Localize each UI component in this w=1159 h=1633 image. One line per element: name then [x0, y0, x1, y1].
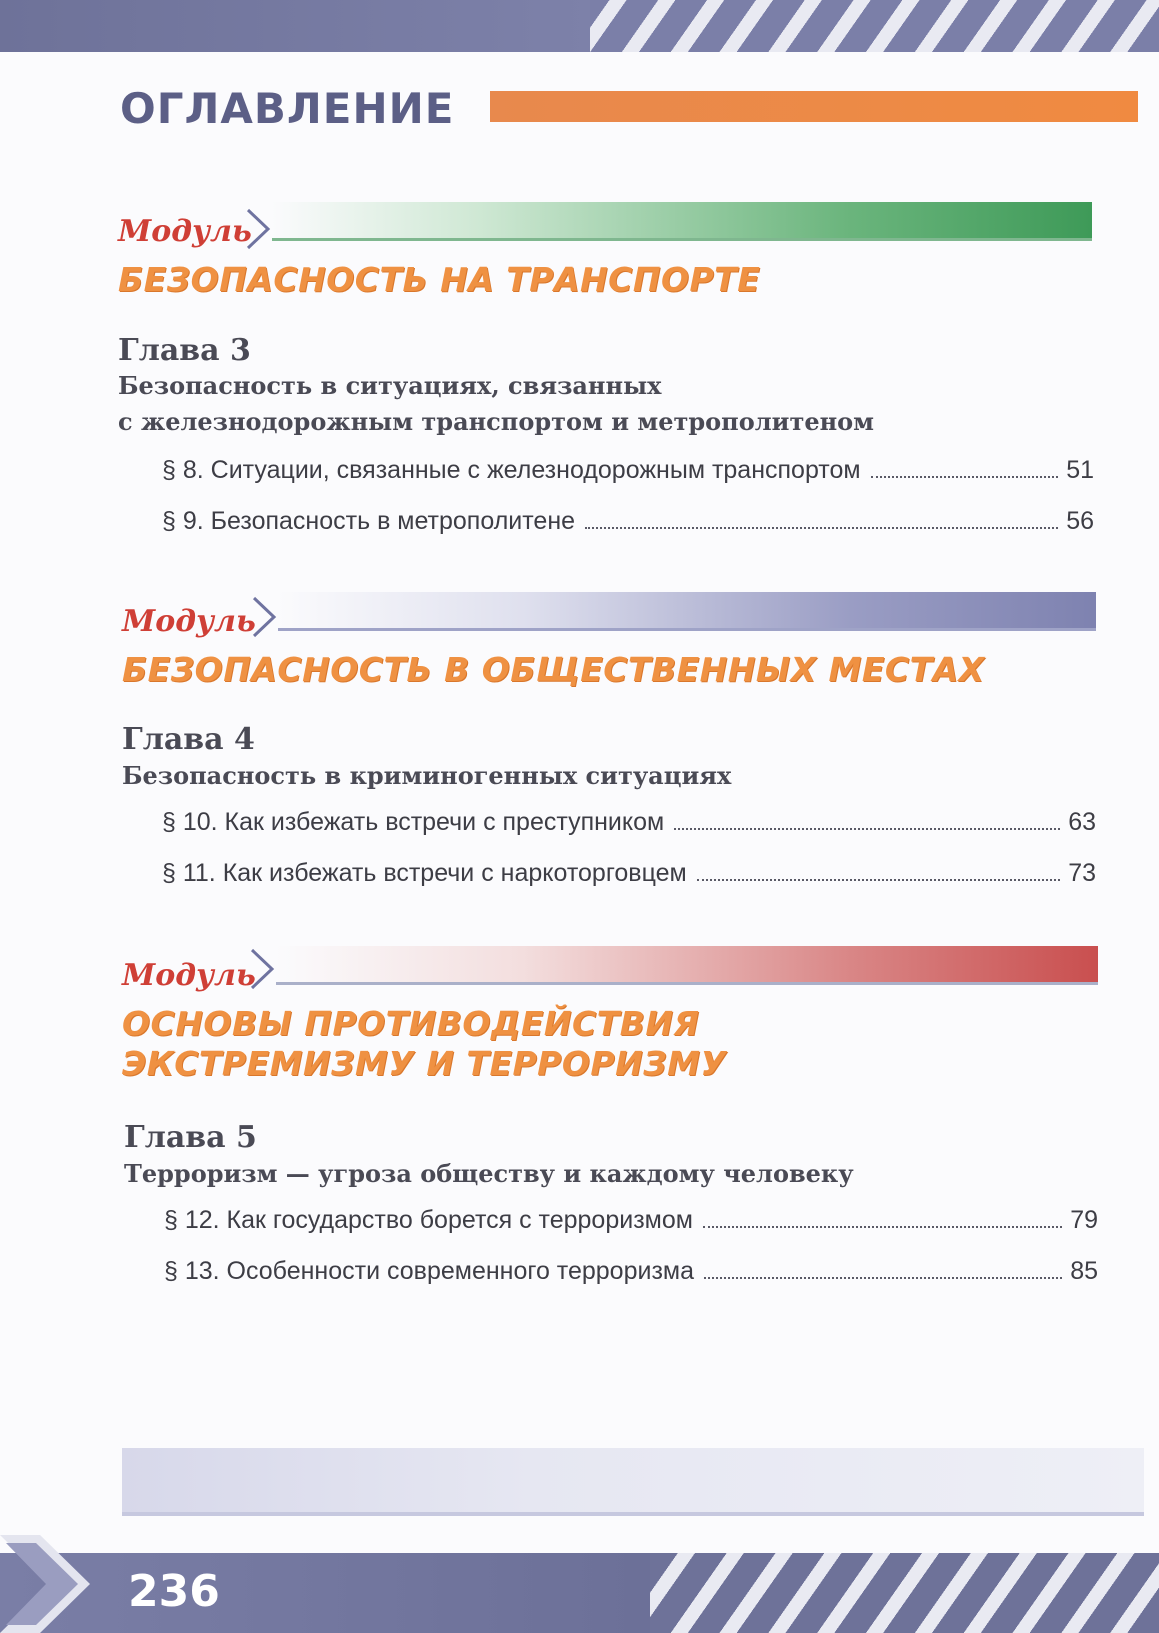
toc-entry[interactable] [164, 1206, 1098, 1240]
chapter-title-line: Безопасность в криминогенных ситуациях [122, 761, 732, 790]
toc-entry[interactable] [164, 1257, 1098, 1291]
chevron-right-icon [250, 596, 278, 638]
module-title: ОСНОВЫ ПРОТИВОДЕЙСТВИЯ [122, 1004, 700, 1043]
module-title: БЕЗОПАСНОСТЬ В ОБЩЕСТВЕННЫХ МЕСТАХ [122, 650, 985, 689]
dot-leader [704, 1277, 1062, 1279]
arrow-right-icon [0, 1535, 100, 1633]
dot-leader [703, 1226, 1062, 1228]
bottom-decorative-bar [122, 1448, 1144, 1516]
chevron-right-icon [248, 948, 276, 990]
module-title: ЭКСТРЕМИЗМУ И ТЕРРОРИЗМУ [122, 1044, 727, 1083]
toc-entry[interactable] [162, 808, 1096, 842]
chapter-heading: Глава 5 [124, 1120, 257, 1155]
chevron-right-icon [244, 208, 272, 250]
toc-entry-page: 79 [1070, 1206, 1098, 1234]
module-bar-green [272, 202, 1092, 241]
toc-entry-text: § 13. Особенности современного терроризма [164, 1257, 695, 1285]
top-band-solid [0, 0, 590, 52]
dot-leader [585, 527, 1058, 529]
top-decorative-band [0, 0, 1159, 52]
toc-entry-page: 73 [1068, 859, 1096, 887]
page-number: 236 [128, 1566, 220, 1617]
toc-entry-page: 85 [1070, 1257, 1098, 1285]
module-title: БЕЗОПАСНОСТЬ НА ТРАНСПОРТЕ [118, 260, 761, 299]
toc-entry-page: 56 [1066, 507, 1094, 535]
chapter-title-line: Безопасность в ситуациях, связанных [118, 371, 662, 400]
chapter-heading: Глава 3 [118, 333, 251, 368]
toc-entry[interactable] [162, 456, 1094, 490]
chapter-heading: Глава 4 [122, 722, 255, 757]
title-orange-bar [490, 91, 1138, 122]
module-label: Модуль [118, 214, 252, 249]
module-bar-blue [278, 592, 1096, 631]
module-label: Модуль [122, 604, 256, 639]
toc-entry-page: 63 [1068, 808, 1096, 836]
toc-entry-text: § 9. Безопасность в метрополитене [162, 507, 576, 535]
toc-entry-text: § 10. Как избежать встречи с преступником [162, 808, 665, 836]
toc-entry-text: § 12. Как государство борется с терроризмом [164, 1206, 693, 1234]
toc-entry-page: 51 [1066, 456, 1094, 484]
chapter-title-line: с железнодорожным транспортом и метрополитеном [118, 407, 875, 436]
toc-entry[interactable] [162, 507, 1094, 541]
dot-leader [697, 879, 1060, 881]
toc-entry-text: § 11. Как избежать встречи с наркоторговцем [162, 859, 687, 887]
dot-leader [674, 828, 1060, 830]
module-label: Модуль [122, 958, 256, 993]
page-title: ОГЛАВЛЕНИЕ [120, 84, 455, 133]
toc-entry-text: § 8. Ситуации, связанные с железнодорожным транспортом [162, 456, 861, 484]
toc-entry[interactable] [162, 859, 1096, 893]
dot-leader [871, 476, 1059, 478]
module-bar-red [276, 946, 1098, 985]
chapter-title-line: Терроризм — угроза обществу и каждому человеку [124, 1159, 854, 1188]
